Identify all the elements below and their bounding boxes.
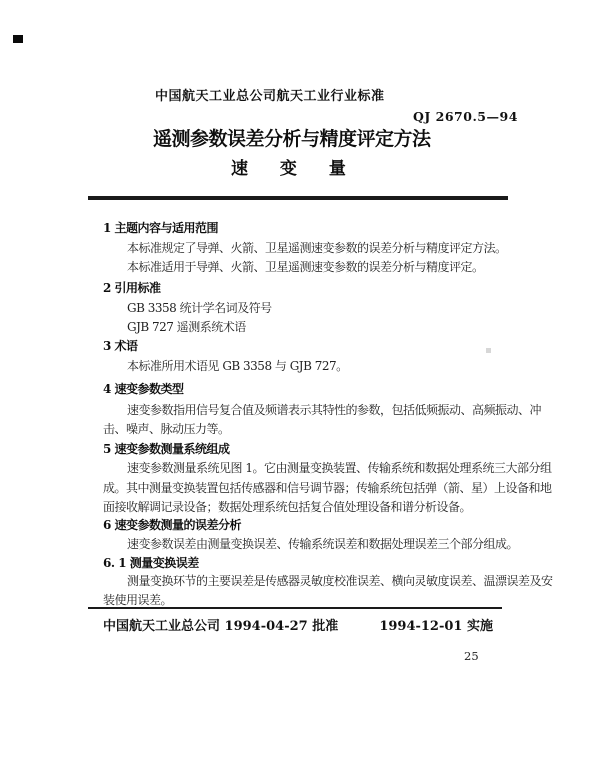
header-rule [88,196,508,200]
footer-rule [88,607,502,609]
body-line: 本标准所用术语见 GB 3358 与 GJB 727。 [127,359,348,373]
doc-subtitle: 速 变 量 [231,159,359,179]
body-line: 成。其中测量变换装置包括传感器和信号调节器；传输系统包括弹（箭、星）上设备和地 [103,481,552,495]
body-line: 装使用误差。 [103,593,173,607]
body-line: 速变参数测量系统见图 1。它由测量变换装置、传输系统和数据处理系统三大部分组 [127,461,552,475]
body-line: 速变参数指用信号复合值及频谱表示其特性的参数，包括低频振动、高频振动、冲 [127,403,542,417]
section-heading: 2 引用标准 [103,281,161,295]
section-heading: 3 术语 [103,339,138,353]
section-heading: 6. 1 测量变换误差 [103,556,199,570]
body-line: GB 3358 统计学名词及符号 [127,301,272,315]
scan-corner-artifact [13,35,23,43]
section-heading: 6 速变参数测量的误差分析 [103,518,242,532]
standard-number: QJ 2670.5—94 [413,109,518,124]
body-line: 测量变换环节的主要误差是传感器灵敏度校准误差、横向灵敏度误差、温漂误差及安 [127,574,553,588]
scan-speck-artifact [486,348,491,353]
doc-title: 遥测参数误差分析与精度评定方法 [153,128,431,150]
approval-text: 中国航天工业总公司 1994-04-27 批准 [103,619,339,634]
body-line: 本标准规定了导弹、火箭、卫星遥测速变参数的误差分析与精度评定方法。 [127,241,507,255]
implementation-text: 1994-12-01 实施 [379,619,493,634]
body-line: 击、噪声、脉动压力等。 [103,422,230,436]
body-line: 本标准适用于导弹、火箭、卫星遥测速变参数的误差分析与精度评定。 [127,260,484,274]
section-heading: 1 主题内容与适用范围 [103,221,219,235]
section-heading: 5 速变参数测量系统组成 [103,442,230,456]
body-line: 速变参数误差由测量变换误差、传输系统误差和数据处理误差三个部分组成。 [127,537,519,551]
body-line: GJB 727 遥测系统术语 [127,320,246,334]
page-number: 25 [464,649,479,663]
section-heading: 4 速变参数类型 [103,382,184,396]
header-org-line: 中国航天工业总公司航天工业行业标准 [155,89,385,104]
body-line: 面接收解调记录设备；数据处理系统包括复合值处理设备和谱分析设备。 [103,500,472,514]
